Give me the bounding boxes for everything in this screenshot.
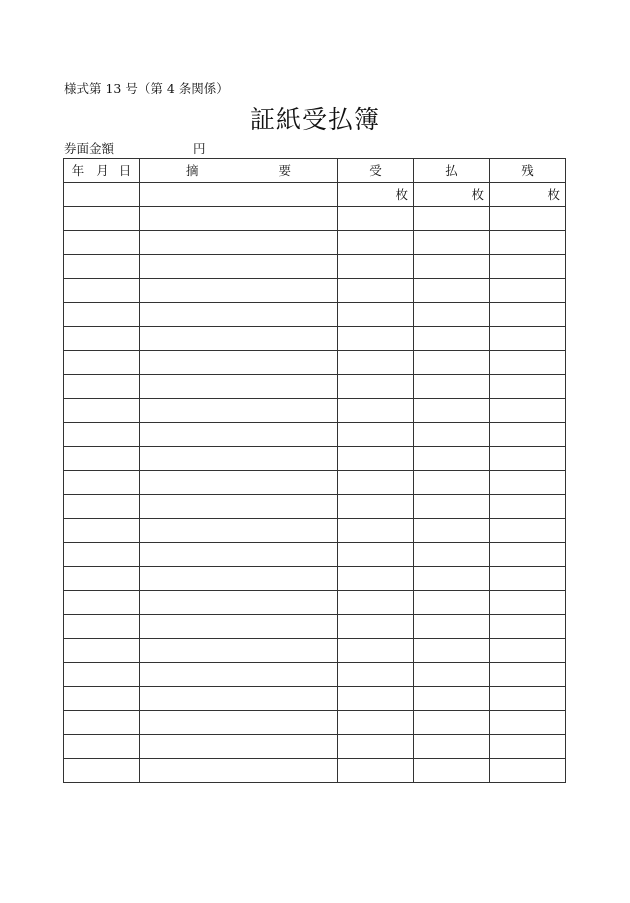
date-cell[interactable] — [64, 231, 140, 255]
balance-cell[interactable] — [490, 471, 566, 495]
received-cell[interactable] — [338, 759, 414, 783]
balance-cell[interactable] — [490, 327, 566, 351]
summary-cell[interactable] — [140, 495, 338, 519]
ledger-row — [64, 567, 566, 591]
paid-out-cell[interactable] — [414, 495, 490, 519]
summary-cell[interactable] — [140, 687, 338, 711]
balance-cell[interactable] — [490, 495, 566, 519]
unit-row — [64, 183, 566, 207]
paid-out-unit: 枚 — [414, 183, 490, 207]
balance-cell[interactable] — [490, 399, 566, 423]
received-cell[interactable] — [338, 735, 414, 759]
balance-cell[interactable] — [490, 279, 566, 303]
paid-out-cell[interactable] — [414, 615, 490, 639]
received-cell[interactable] — [338, 495, 414, 519]
document-title: 証紙受払簿 — [249, 105, 380, 134]
ledger-row — [64, 591, 566, 615]
date-cell[interactable] — [64, 375, 140, 399]
ledger-row — [64, 639, 566, 663]
ledger-row — [64, 207, 566, 231]
date-cell[interactable] — [64, 591, 140, 615]
date-cell[interactable] — [64, 279, 140, 303]
received-cell[interactable] — [338, 519, 414, 543]
date-cell[interactable] — [64, 423, 140, 447]
ledger-row — [64, 351, 566, 375]
received-cell[interactable] — [338, 663, 414, 687]
summary-cell[interactable] — [140, 735, 338, 759]
received-cell[interactable] — [338, 255, 414, 279]
form-number: 様式第 13 号（第 4 条関係） — [64, 81, 229, 96]
received-cell[interactable] — [338, 591, 414, 615]
balance-cell[interactable] — [490, 663, 566, 687]
balance-cell[interactable] — [490, 303, 566, 327]
balance-unit: 枚 — [490, 183, 566, 207]
date-cell[interactable] — [64, 519, 140, 543]
date-cell[interactable] — [64, 735, 140, 759]
received-cell[interactable] — [338, 567, 414, 591]
paid-out-cell[interactable] — [414, 471, 490, 495]
summary-cell[interactable] — [140, 327, 338, 351]
paid-out-cell[interactable] — [414, 351, 490, 375]
date-cell[interactable] — [64, 543, 140, 567]
balance-cell[interactable] — [490, 375, 566, 399]
date-cell[interactable] — [64, 663, 140, 687]
balance-cell[interactable] — [490, 759, 566, 783]
paid-out-cell[interactable] — [414, 711, 490, 735]
date-cell[interactable] — [64, 207, 140, 231]
summary-cell[interactable] — [140, 543, 338, 567]
summary-cell[interactable] — [140, 567, 338, 591]
balance-cell[interactable] — [490, 543, 566, 567]
date-cell[interactable] — [64, 759, 140, 783]
balance-cell[interactable] — [490, 519, 566, 543]
received-cell[interactable] — [338, 543, 414, 567]
date-cell[interactable] — [64, 495, 140, 519]
received-cell[interactable] — [338, 711, 414, 735]
paid-out-cell[interactable] — [414, 399, 490, 423]
date-cell[interactable] — [64, 567, 140, 591]
paid-out-header: 払 — [414, 159, 490, 183]
year-label: 年 — [71, 163, 85, 178]
balance-cell[interactable] — [490, 567, 566, 591]
paid-out-cell[interactable] — [414, 759, 490, 783]
received-cell[interactable] — [338, 399, 414, 423]
balance-cell[interactable] — [490, 711, 566, 735]
received-cell[interactable] — [338, 231, 414, 255]
summary-cell[interactable] — [140, 711, 338, 735]
month-label: 月 — [96, 163, 109, 178]
ledger-row — [64, 615, 566, 639]
balance-cell[interactable] — [490, 423, 566, 447]
balance-cell[interactable] — [490, 639, 566, 663]
paid-out-cell[interactable] — [414, 279, 490, 303]
summary-cell[interactable] — [140, 759, 338, 783]
received-cell[interactable] — [338, 279, 414, 303]
ledger-row — [64, 663, 566, 687]
paid-out-cell[interactable] — [414, 567, 490, 591]
summary-header — [140, 159, 338, 183]
paid-out-cell[interactable] — [414, 327, 490, 351]
received-cell[interactable] — [338, 207, 414, 231]
ledger-table — [63, 158, 566, 783]
received-unit: 枚 — [338, 183, 414, 207]
summary-cell[interactable] — [140, 471, 338, 495]
received-cell[interactable] — [338, 615, 414, 639]
received-cell[interactable] — [338, 639, 414, 663]
date-cell[interactable] — [64, 303, 140, 327]
summary-cell[interactable] — [140, 279, 338, 303]
balance-cell[interactable] — [490, 591, 566, 615]
date-cell[interactable] — [64, 615, 140, 639]
summary-cell[interactable] — [140, 231, 338, 255]
paid-out-cell[interactable] — [414, 639, 490, 663]
ledger-row — [64, 231, 566, 255]
ledger-row — [64, 255, 566, 279]
ledger-body — [64, 159, 566, 783]
paid-out-cell[interactable] — [414, 255, 490, 279]
summary-cell[interactable] — [140, 255, 338, 279]
received-header: 受 — [338, 159, 414, 183]
summary-cell[interactable] — [140, 183, 338, 207]
ledger-row — [64, 399, 566, 423]
summary-cell[interactable] — [140, 639, 338, 663]
header-row — [64, 159, 566, 183]
ledger-row — [64, 423, 566, 447]
balance-cell[interactable] — [490, 231, 566, 255]
received-cell[interactable] — [338, 303, 414, 327]
balance-cell[interactable] — [490, 351, 566, 375]
summary-cell[interactable] — [140, 447, 338, 471]
ledger-row — [64, 543, 566, 567]
date-cell[interactable] — [64, 399, 140, 423]
ledger-row — [64, 495, 566, 519]
paid-out-cell[interactable] — [414, 207, 490, 231]
balance-cell[interactable] — [490, 255, 566, 279]
date-cell[interactable] — [64, 447, 140, 471]
face-value-label: 券面金額 — [64, 141, 115, 156]
date-cell[interactable] — [64, 471, 140, 495]
received-cell[interactable] — [338, 687, 414, 711]
summary-cell[interactable] — [140, 207, 338, 231]
summary-cell[interactable] — [140, 663, 338, 687]
summary-cell[interactable] — [140, 303, 338, 327]
date-header — [64, 159, 140, 183]
received-cell[interactable] — [338, 471, 414, 495]
summary-cell[interactable] — [140, 591, 338, 615]
received-cell[interactable] — [338, 375, 414, 399]
summary-cell[interactable] — [140, 615, 338, 639]
paid-out-cell[interactable] — [414, 519, 490, 543]
paid-out-cell[interactable] — [414, 687, 490, 711]
ledger-row — [64, 375, 566, 399]
balance-cell[interactable] — [490, 687, 566, 711]
date-cell[interactable] — [64, 351, 140, 375]
received-cell[interactable] — [338, 423, 414, 447]
received-cell[interactable] — [338, 447, 414, 471]
balance-cell[interactable] — [490, 207, 566, 231]
summary-cell[interactable] — [140, 423, 338, 447]
ledger-row — [64, 759, 566, 783]
ledger-row — [64, 303, 566, 327]
date-cell[interactable] — [64, 711, 140, 735]
balance-cell[interactable] — [490, 735, 566, 759]
balance-cell[interactable] — [490, 447, 566, 471]
received-cell[interactable] — [338, 351, 414, 375]
ledger-row — [64, 519, 566, 543]
paid-out-cell[interactable] — [414, 423, 490, 447]
summary-label-right: 要 — [278, 163, 292, 178]
date-cell[interactable] — [64, 327, 140, 351]
paid-out-cell[interactable] — [414, 231, 490, 255]
summary-cell[interactable] — [140, 399, 338, 423]
ledger-row — [64, 279, 566, 303]
received-cell[interactable] — [338, 327, 414, 351]
ledger-row — [64, 327, 566, 351]
balance-header: 残 — [490, 159, 566, 183]
date-cell[interactable] — [64, 183, 140, 207]
day-label: 日 — [118, 163, 132, 178]
paid-out-cell[interactable] — [414, 543, 490, 567]
ledger-row — [64, 687, 566, 711]
summary-cell[interactable] — [140, 351, 338, 375]
face-value-unit: 円 — [193, 141, 206, 156]
ledger-row — [64, 711, 566, 735]
paid-out-cell[interactable] — [414, 375, 490, 399]
paid-out-cell[interactable] — [414, 735, 490, 759]
paid-out-cell[interactable] — [414, 447, 490, 471]
date-cell[interactable] — [64, 255, 140, 279]
summary-label-left: 摘 — [186, 163, 199, 178]
paid-out-cell[interactable] — [414, 663, 490, 687]
balance-cell[interactable] — [490, 615, 566, 639]
paid-out-cell[interactable] — [414, 591, 490, 615]
summary-cell[interactable] — [140, 375, 338, 399]
date-cell[interactable] — [64, 687, 140, 711]
paid-out-cell[interactable] — [414, 303, 490, 327]
summary-cell[interactable] — [140, 519, 338, 543]
ledger-row — [64, 735, 566, 759]
ledger-row — [64, 447, 566, 471]
date-cell[interactable] — [64, 639, 140, 663]
ledger-row — [64, 471, 566, 495]
